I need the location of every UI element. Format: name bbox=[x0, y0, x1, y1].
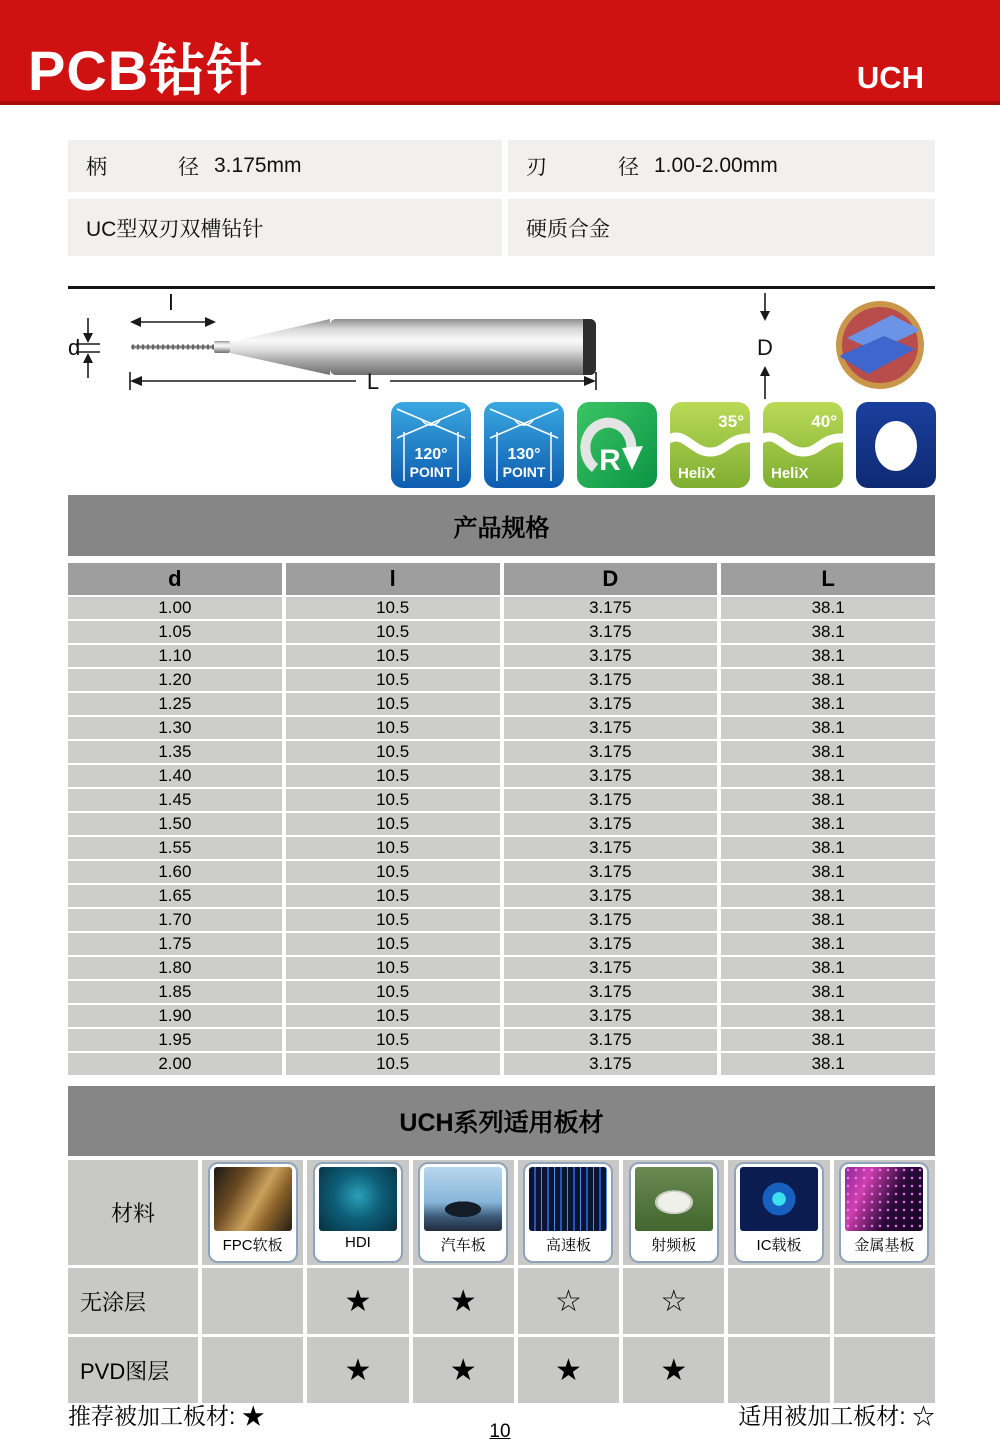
cell-L: 38.1 bbox=[721, 741, 935, 763]
cell-L: 38.1 bbox=[721, 1005, 935, 1027]
cell-D: 3.175 bbox=[504, 669, 718, 691]
svg-text:HeliX: HeliX bbox=[771, 465, 809, 482]
cell-d: 1.95 bbox=[68, 1029, 282, 1051]
cell-L: 38.1 bbox=[721, 789, 935, 811]
material-card: FPC软板 bbox=[208, 1162, 298, 1263]
materials-image-row bbox=[68, 1160, 935, 1265]
table-row bbox=[68, 693, 935, 715]
cell-L: 38.1 bbox=[721, 765, 935, 787]
star-cell: ★ bbox=[518, 1337, 619, 1403]
table-row bbox=[68, 813, 935, 835]
cell-d: 1.10 bbox=[68, 645, 282, 667]
star-cell bbox=[202, 1268, 303, 1334]
svg-text:130°: 130° bbox=[507, 446, 541, 463]
col-header-d: d bbox=[68, 563, 282, 595]
car-board-photo bbox=[424, 1167, 502, 1231]
cell-d: 1.75 bbox=[68, 933, 282, 955]
point-angle-120-icon bbox=[391, 402, 471, 488]
brand-logo bbox=[839, 304, 921, 386]
cell-L: 38.1 bbox=[721, 717, 935, 739]
material-metal-cell bbox=[834, 1160, 935, 1265]
cell-l: 10.5 bbox=[286, 933, 500, 955]
top-spec-table bbox=[68, 140, 935, 256]
table-row bbox=[68, 981, 935, 1003]
cell-L: 38.1 bbox=[721, 669, 935, 691]
table-row bbox=[68, 885, 935, 907]
cell-l: 10.5 bbox=[286, 765, 500, 787]
material-car-cell bbox=[413, 1160, 514, 1265]
materials-table bbox=[68, 1160, 935, 1406]
cell-D: 3.175 bbox=[504, 1005, 718, 1027]
cell-D: 3.175 bbox=[504, 765, 718, 787]
svg-text:120°: 120° bbox=[414, 446, 448, 463]
page-header bbox=[0, 0, 1000, 105]
cell-D: 3.175 bbox=[504, 645, 718, 667]
star-cell: ★ bbox=[307, 1268, 408, 1334]
cell-D: 3.175 bbox=[504, 981, 718, 1003]
cell-D: 3.175 bbox=[504, 741, 718, 763]
dim-label-d: d bbox=[68, 335, 81, 360]
drill-diagram bbox=[68, 292, 935, 400]
cell-l: 10.5 bbox=[286, 885, 500, 907]
ring-hole-icon bbox=[856, 402, 936, 488]
material-ic-cell bbox=[728, 1160, 829, 1265]
table-row bbox=[68, 957, 935, 979]
feature-badges bbox=[391, 402, 936, 488]
cell-l: 10.5 bbox=[286, 1005, 500, 1027]
material-rf-cell bbox=[623, 1160, 724, 1265]
cell-L: 38.1 bbox=[721, 1029, 935, 1051]
cell-l: 10.5 bbox=[286, 909, 500, 931]
coating-row bbox=[68, 1268, 935, 1334]
cell-L: 38.1 bbox=[721, 645, 935, 667]
material-desc-cell: 硬质合金 bbox=[508, 199, 935, 256]
star-cell: ★ bbox=[623, 1337, 724, 1403]
cell-L: 38.1 bbox=[721, 909, 935, 931]
dim-flute-length bbox=[130, 317, 216, 327]
series-label: UCH bbox=[856, 60, 924, 95]
cell-d: 1.80 bbox=[68, 957, 282, 979]
legend-recommended: 推荐被加工板材: ★ bbox=[68, 1403, 265, 1429]
cell-d: 1.45 bbox=[68, 789, 282, 811]
coating-row-label: 无涂层 bbox=[68, 1268, 198, 1334]
radius-icon bbox=[577, 402, 657, 488]
cell-l: 10.5 bbox=[286, 813, 500, 835]
cell-l: 10.5 bbox=[286, 741, 500, 763]
material-highspeed-cell bbox=[518, 1160, 619, 1265]
table-row bbox=[68, 1053, 935, 1075]
material-card: 金属基板 bbox=[839, 1162, 929, 1263]
cell-L: 38.1 bbox=[721, 621, 935, 643]
table-row bbox=[68, 861, 935, 883]
cell-D: 3.175 bbox=[504, 1053, 718, 1075]
material-card: 高速板 bbox=[523, 1162, 613, 1263]
svg-text:R: R bbox=[599, 444, 621, 477]
cell-l: 10.5 bbox=[286, 669, 500, 691]
cell-L: 38.1 bbox=[721, 1053, 935, 1075]
page-title: PCB钻针 bbox=[28, 39, 264, 102]
table-row bbox=[68, 717, 935, 739]
hdi-photo bbox=[319, 1167, 397, 1231]
cell-l: 10.5 bbox=[286, 957, 500, 979]
cell-D: 3.175 bbox=[504, 933, 718, 955]
drill-drawing bbox=[68, 292, 935, 400]
cell-D: 3.175 bbox=[504, 693, 718, 715]
cell-D: 3.175 bbox=[504, 885, 718, 907]
cell-l: 10.5 bbox=[286, 981, 500, 1003]
table-row bbox=[68, 933, 935, 955]
page-number: 10 bbox=[489, 1421, 511, 1442]
cell-D: 3.175 bbox=[504, 957, 718, 979]
cell-L: 38.1 bbox=[721, 885, 935, 907]
cell-L: 38.1 bbox=[721, 837, 935, 859]
cell-L: 38.1 bbox=[721, 813, 935, 835]
col-header-L: L bbox=[721, 563, 935, 595]
svg-text:40°: 40° bbox=[811, 412, 837, 431]
material-card: 汽车板 bbox=[418, 1162, 508, 1263]
blade-value: 1.00-2.00mm bbox=[654, 154, 778, 177]
table-row bbox=[68, 909, 935, 931]
cell-l: 10.5 bbox=[286, 837, 500, 859]
material-card: IC载板 bbox=[734, 1162, 824, 1263]
cell-d: 1.55 bbox=[68, 837, 282, 859]
dim-label-D: D bbox=[757, 335, 773, 360]
material-card: HDI bbox=[313, 1162, 403, 1263]
cell-d: 1.30 bbox=[68, 717, 282, 739]
cell-l: 10.5 bbox=[286, 1029, 500, 1051]
table-row bbox=[68, 789, 935, 811]
star-cell bbox=[202, 1337, 303, 1403]
cell-l: 10.5 bbox=[286, 621, 500, 643]
table-row bbox=[68, 669, 935, 691]
svg-text:POINT: POINT bbox=[409, 464, 453, 480]
col-header-D: D bbox=[504, 563, 718, 595]
star-cell: ★ bbox=[307, 1337, 408, 1403]
highspeed-board-photo bbox=[529, 1167, 607, 1231]
star-cell bbox=[834, 1268, 935, 1334]
cell-L: 38.1 bbox=[721, 981, 935, 1003]
spec-section-title: 产品规格 bbox=[68, 495, 935, 556]
cell-D: 3.175 bbox=[504, 909, 718, 931]
cell-D: 3.175 bbox=[504, 621, 718, 643]
cell-D: 3.175 bbox=[504, 837, 718, 859]
cell-d: 1.00 bbox=[68, 597, 282, 619]
cell-l: 10.5 bbox=[286, 717, 500, 739]
coating-row-label: PVD图层 bbox=[68, 1337, 198, 1403]
coating-row bbox=[68, 1337, 935, 1403]
cell-d: 1.35 bbox=[68, 741, 282, 763]
table-row bbox=[68, 765, 935, 787]
cell-d: 1.05 bbox=[68, 621, 282, 643]
table-row bbox=[68, 837, 935, 859]
cell-l: 10.5 bbox=[286, 597, 500, 619]
star-cell bbox=[728, 1268, 829, 1334]
cell-d: 1.40 bbox=[68, 765, 282, 787]
cell-l: 10.5 bbox=[286, 693, 500, 715]
cell-D: 3.175 bbox=[504, 789, 718, 811]
cell-l: 10.5 bbox=[286, 645, 500, 667]
cell-d: 2.00 bbox=[68, 1053, 282, 1075]
helix-35-icon bbox=[670, 402, 750, 488]
star-cell: ☆ bbox=[623, 1268, 724, 1334]
fpc-photo bbox=[214, 1167, 292, 1231]
divider-line bbox=[68, 286, 935, 289]
spec-table-body bbox=[68, 597, 935, 1075]
cell-D: 3.175 bbox=[504, 1029, 718, 1051]
shank-label-2: 径 bbox=[178, 156, 199, 179]
cell-d: 1.70 bbox=[68, 909, 282, 931]
drill-bit-shape bbox=[131, 319, 596, 375]
material-hdi-cell bbox=[307, 1160, 408, 1265]
svg-text:HeliX: HeliX bbox=[678, 465, 716, 482]
spec-header-row bbox=[68, 563, 935, 595]
cell-D: 3.175 bbox=[504, 813, 718, 835]
materials-section-title: UCH系列适用板材 bbox=[68, 1086, 935, 1156]
table-row bbox=[68, 1029, 935, 1051]
cell-d: 1.85 bbox=[68, 981, 282, 1003]
rf-board-photo bbox=[635, 1167, 713, 1231]
cell-d: 1.50 bbox=[68, 813, 282, 835]
metal-base-photo bbox=[845, 1167, 923, 1231]
star-cell: ★ bbox=[413, 1337, 514, 1403]
blade-label-2: 径 bbox=[618, 156, 639, 179]
star-cell bbox=[728, 1337, 829, 1403]
helix-40-icon bbox=[763, 402, 843, 488]
cell-L: 38.1 bbox=[721, 693, 935, 715]
blade-label: 刃 bbox=[526, 156, 547, 179]
dim-label-L: L bbox=[366, 369, 380, 394]
cell-L: 38.1 bbox=[721, 933, 935, 955]
table-row bbox=[68, 741, 935, 763]
shank-diameter-cell bbox=[68, 140, 502, 192]
materials-row-label: 材料 bbox=[68, 1160, 198, 1265]
cell-L: 38.1 bbox=[721, 597, 935, 619]
cell-d: 1.60 bbox=[68, 861, 282, 883]
material-card: 射频板 bbox=[629, 1162, 719, 1263]
table-row bbox=[68, 1005, 935, 1027]
cell-d: 1.65 bbox=[68, 885, 282, 907]
legend-applicable: 适用被加工板材: ☆ bbox=[738, 1403, 935, 1429]
cell-l: 10.5 bbox=[286, 1053, 500, 1075]
cell-l: 10.5 bbox=[286, 789, 500, 811]
cell-D: 3.175 bbox=[504, 861, 718, 883]
ic-substrate-photo bbox=[740, 1167, 818, 1231]
shank-value: 3.175mm bbox=[214, 154, 302, 177]
point-angle-130-icon bbox=[484, 402, 564, 488]
shank-label: 柄 bbox=[86, 156, 107, 179]
spec-table bbox=[64, 561, 939, 1077]
star-cell bbox=[834, 1337, 935, 1403]
star-cell: ☆ bbox=[518, 1268, 619, 1334]
cell-d: 1.90 bbox=[68, 1005, 282, 1027]
cell-d: 1.20 bbox=[68, 669, 282, 691]
table-row bbox=[68, 645, 935, 667]
cell-l: 10.5 bbox=[286, 861, 500, 883]
type-desc-cell: UC型双刃双槽钻针 bbox=[68, 199, 502, 256]
dim-label-l: l bbox=[168, 292, 174, 315]
coating-rows bbox=[68, 1268, 935, 1403]
cell-D: 3.175 bbox=[504, 717, 718, 739]
material-fpc-cell bbox=[202, 1160, 303, 1265]
cell-L: 38.1 bbox=[721, 957, 935, 979]
table-row bbox=[68, 597, 935, 619]
blade-diameter-cell bbox=[508, 140, 935, 192]
star-cell: ★ bbox=[413, 1268, 514, 1334]
cell-d: 1.25 bbox=[68, 693, 282, 715]
cell-L: 38.1 bbox=[721, 861, 935, 883]
svg-text:POINT: POINT bbox=[502, 464, 546, 480]
table-row bbox=[68, 621, 935, 643]
svg-text:35°: 35° bbox=[718, 412, 744, 431]
cell-D: 3.175 bbox=[504, 597, 718, 619]
col-header-l: l bbox=[286, 563, 500, 595]
